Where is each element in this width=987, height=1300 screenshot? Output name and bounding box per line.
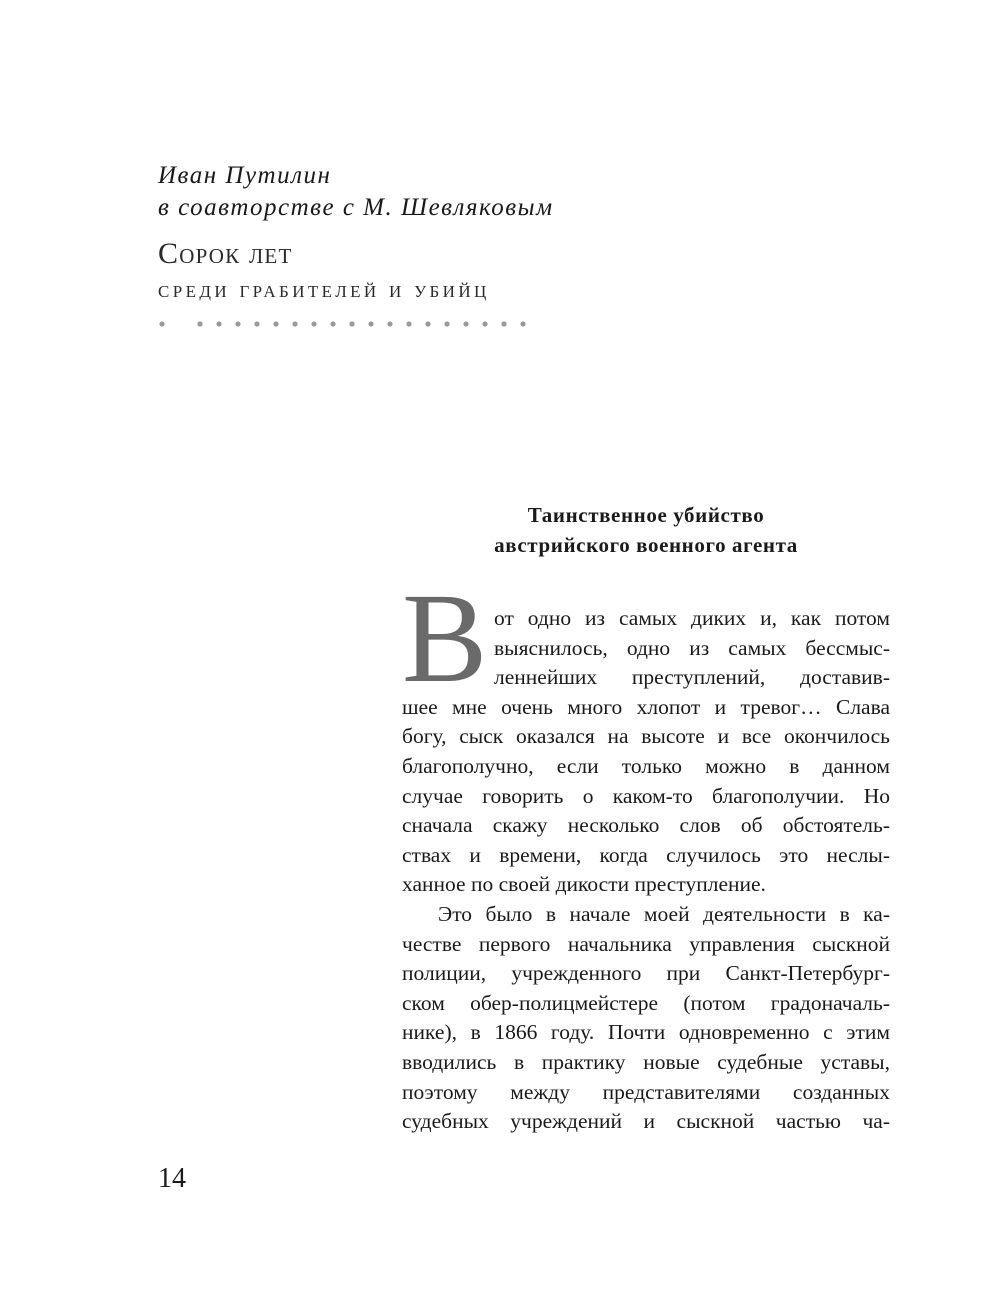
text-line: нике), в 1866 году. Почти одновременно с этим <box>402 1020 890 1045</box>
book-header <box>158 160 558 306</box>
text-line: ханное по своей дикости преступление. <box>402 872 766 897</box>
chapter-title-line-2: австрийского военного агента <box>494 533 798 557</box>
text-line: честве первого начальника управления сыскной <box>402 931 890 956</box>
text-line: выяснилось, одно из самых бессмыс- <box>494 635 890 660</box>
coauthor-line: в соавторстве с М. Шевляковым <box>158 194 554 221</box>
chapter-title <box>402 500 890 560</box>
text-line: поэтому между представителями созданных <box>402 1079 890 1104</box>
text-line: богу, сыск оказался на высоте и все окончилось <box>402 724 890 749</box>
text-line: вводились в практику новые судебные уставы, <box>402 1049 890 1074</box>
text-line: судебных учреждений и сыскной частью ча- <box>402 1109 890 1134</box>
text-line: ствах и времени, когда случилось это неслы- <box>402 842 890 867</box>
text-line: сначала скажу несколько слов об обстоятель- <box>402 813 890 838</box>
chapter-title-line-1: Таинственное убийство <box>527 503 765 527</box>
body-text <box>402 604 890 1137</box>
text-line: от одно из самых диких и, как потом <box>494 606 890 630</box>
drop-cap: В <box>402 567 488 709</box>
text-line: полиции, учрежденного при Санкт-Петербург- <box>402 961 890 986</box>
text-line: ском обер-полицмейстере (потом градоначаль- <box>402 990 890 1015</box>
text-line: леннейших преступлений, доставив- <box>494 665 890 690</box>
dot-divider-icon <box>158 318 538 330</box>
page-number: 14 <box>158 1163 186 1194</box>
book-title-line-1: Сорок лет <box>158 237 293 270</box>
text-line: случае говорить о каком-то благополучии. Но <box>402 783 890 808</box>
text-line: шее мне очень много хлопот и тревог… Слава <box>402 694 890 719</box>
author-name: Иван Путилин <box>158 162 332 189</box>
decorative-dot-divider <box>158 318 538 330</box>
text-line: благополучно, если только можно в данном <box>402 753 890 778</box>
text-line: Это было в начале моей деятельности в ка- <box>438 901 890 926</box>
book-title <box>158 238 558 306</box>
book-title-line-2: среди грабителей и убийц <box>158 277 490 303</box>
